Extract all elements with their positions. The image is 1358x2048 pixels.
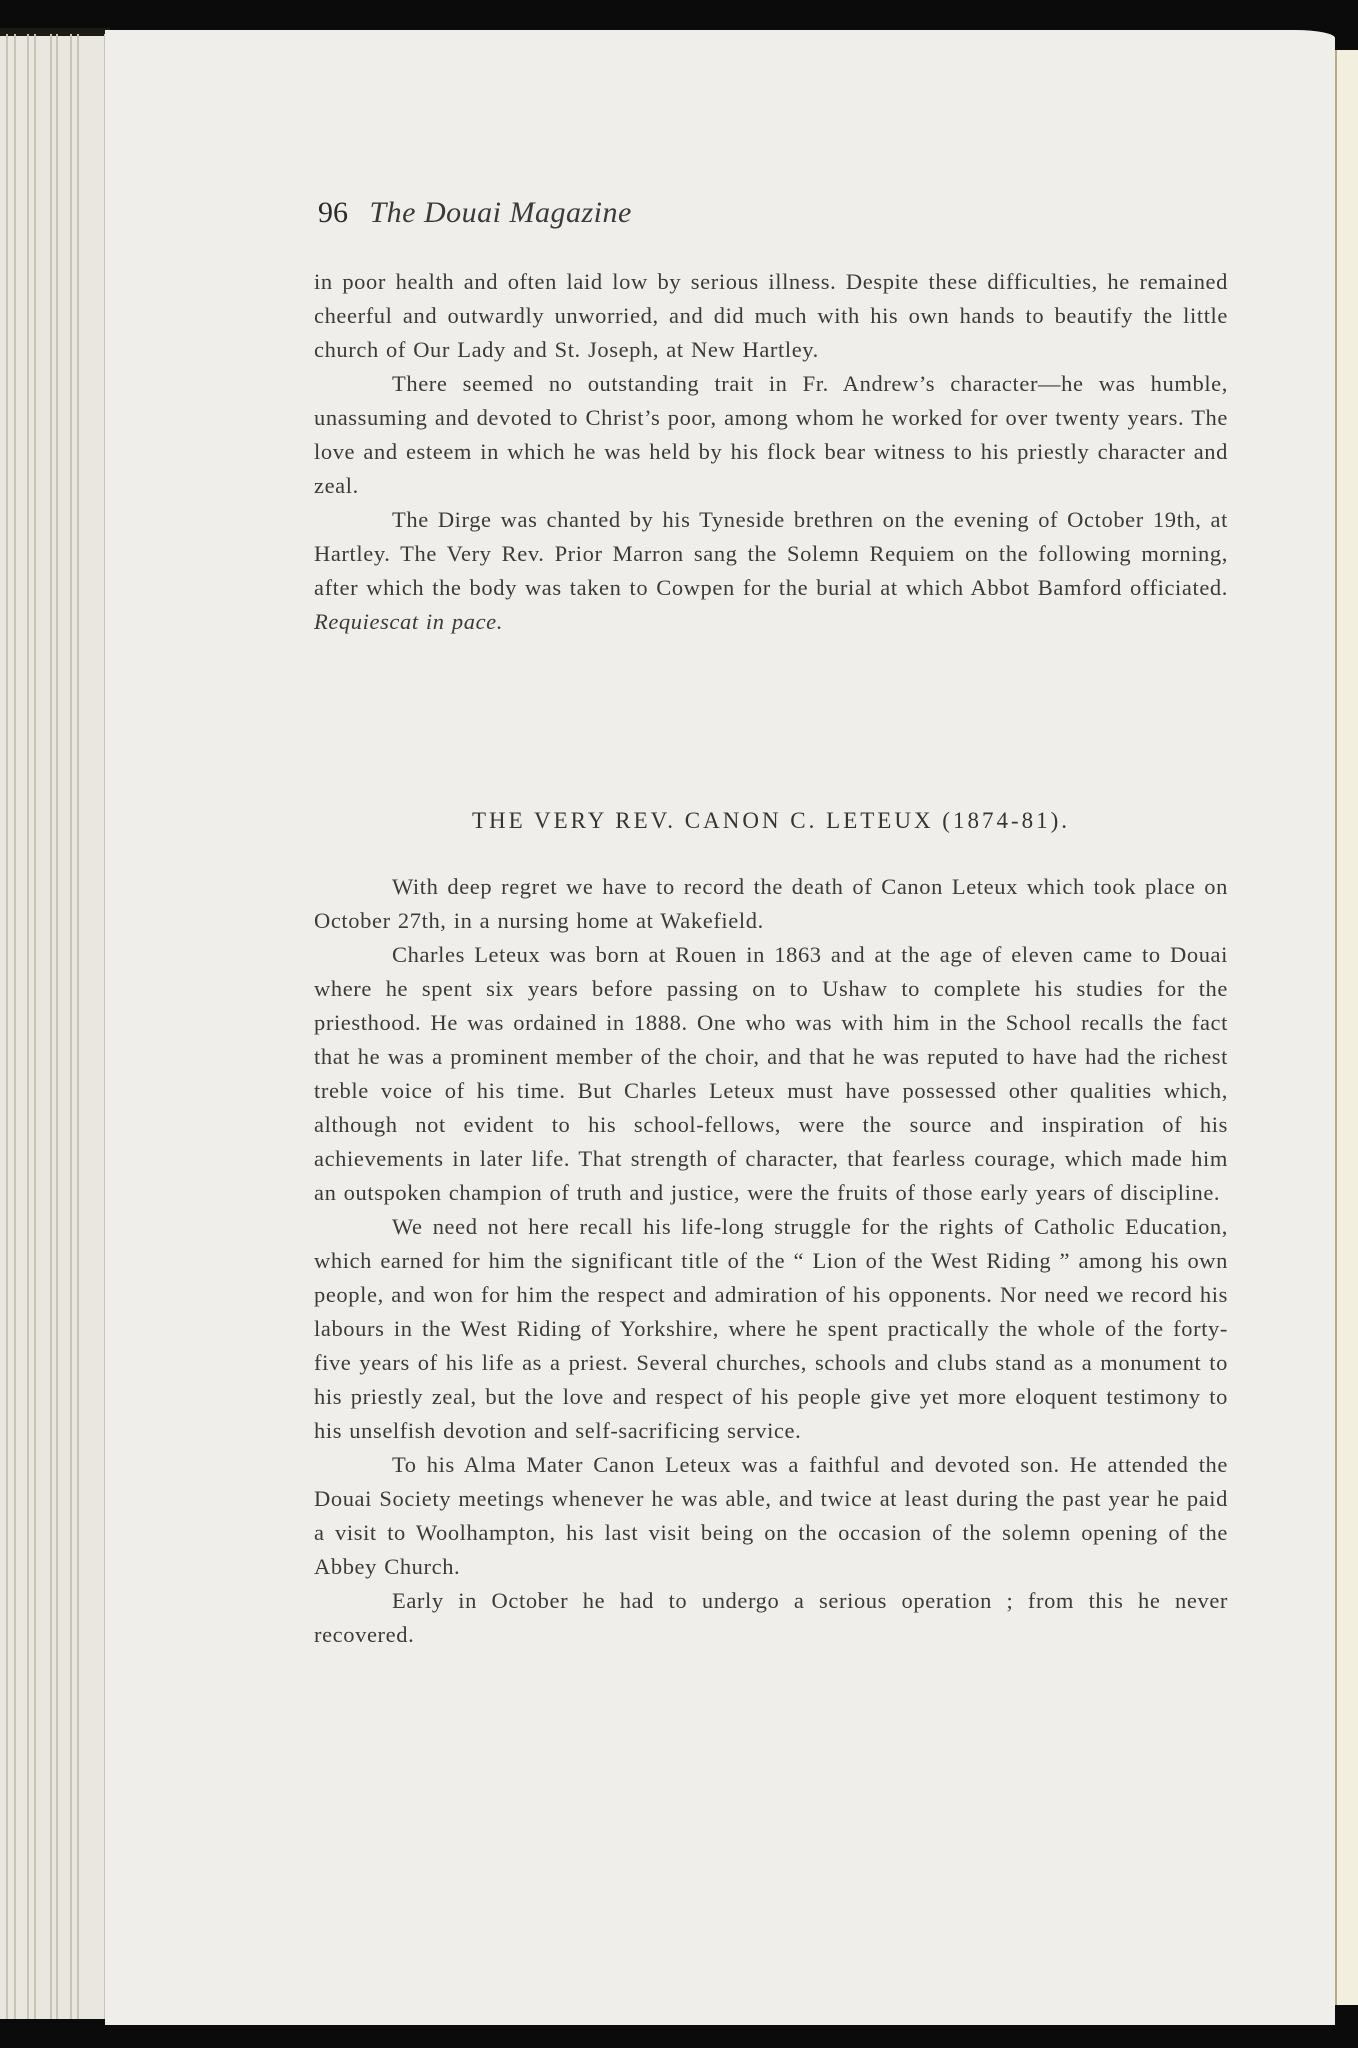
page-edge (50, 34, 52, 2019)
page-edge (70, 34, 72, 2019)
paragraph (314, 503, 1228, 639)
binding-shadow (0, 28, 110, 36)
latin-closing: Requiescat in pace. (314, 609, 503, 634)
paragraph: With deep regret we have to record the death of Canon Leteux which took place on October 27th, in a nursing home at Wakefield. (314, 874, 1228, 933)
paragraph: There seemed no outstanding trait in Fr. Andrew’s character—he was humble, unassuming and devoted to Christ’s poor, among whom he worked for over twenty years. The love and esteem in which he was held by his flock bear witness to his priestly character and zeal. (314, 371, 1228, 498)
paragraph: Charles Leteux was born at Rouen in 1863 and at the age of eleven came to Douai where he spent six years before passing on to Ushaw to complete his studies for the priesthood. He was ordained in 1888. One who was with him in the School recalls the fact that he was a prominent member of the choir, and that he was reputed to have had the richest treble voice of his time. But Charles Leteux must have possessed other qualities which, although not evident to his school-fellows, were the source and inspiration of his achievements in later life. That strength of character, that fearless courage, which made him an outspoken champion of truth and justice, were the fruits of those early years of discipline. (314, 942, 1228, 1205)
obituary-body (314, 870, 1228, 1652)
page-edge (56, 34, 58, 2019)
facing-page-edge (1335, 50, 1358, 2005)
page-edge (14, 34, 16, 2019)
page-edge (27, 34, 29, 2019)
paragraph: in poor health and often laid low by serious illness. Despite these difficulties, he remained cheerful and outwardly unworried, and did much with his own hands to beautify the little church of Our Lady and St. Joseph, at New Hartley. (314, 269, 1228, 362)
running-head (318, 196, 632, 230)
obituary-heading: THE VERY REV. CANON C. LETEUX (1874-81). (471, 808, 1071, 833)
paragraph: Early in October he had to undergo a serious operation ; from this he never recovered. (314, 1588, 1228, 1647)
page-edge (77, 34, 79, 2019)
stacked-page-edges (0, 34, 110, 2019)
magazine-title: The Douai Magazine (369, 196, 632, 229)
paragraph-text: The Dirge was chanted by his Tyneside brethren on the evening of October 19th, at Hartley. The Very Rev. Prior Marron sang the Solemn Requiem on the following morning, after which the body was taken to Cowpen for the burial at which Abbot Bamford officiated. (314, 507, 1228, 600)
paragraph: To his Alma Mater Canon Leteux was a faithful and devoted son. He attended the Douai Society meetings whenever he was able, and twice at least during the past year he paid a visit to Woolhampton, his last visit being on the occasion of the solemn opening of the Abbey Church. (314, 1452, 1228, 1579)
page-edge (6, 34, 8, 2019)
paragraph: We need not here recall his life-long struggle for the rights of Catholic Education, which earned for him the significant title of the “ Lion of the West Riding ” among his own people, and won for him the respect and admiration of his opponents. Nor need we record his labours in the West Riding of Yorkshire, where he spent practically the whole of the forty-five years of his life as a priest. Several churches, schools and clubs stand as a monument to his priestly zeal, but the love and respect of his people give yet more eloquent testimony to his unselfish devotion and self-sacrificing service. (314, 1214, 1228, 1443)
page-number: 96 (318, 196, 348, 229)
gutter-line (1335, 50, 1337, 2005)
page-edge (34, 34, 36, 2019)
article-continuation (314, 265, 1228, 639)
